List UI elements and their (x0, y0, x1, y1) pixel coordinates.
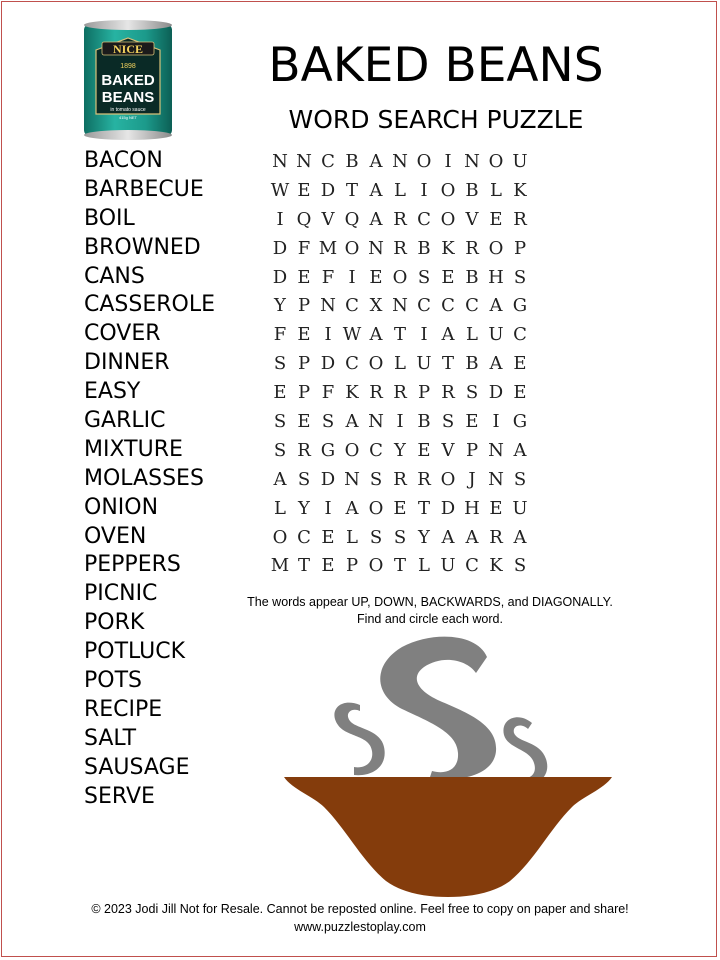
grid-letter[interactable]: A (489, 353, 503, 375)
grid-letter[interactable]: E (321, 526, 335, 548)
grid-letter[interactable]: E (321, 555, 335, 577)
grid-letter[interactable]: L (466, 324, 478, 346)
grid-letter[interactable]: E (297, 266, 311, 288)
grid-row (268, 206, 532, 235)
grid-letter[interactable]: D (272, 266, 288, 288)
grid-letter[interactable]: A (441, 526, 455, 548)
grid-letter[interactable]: R (297, 439, 311, 461)
grid-letter[interactable]: I (348, 266, 356, 288)
grid-letter[interactable]: Y (274, 295, 286, 317)
grid-row (268, 148, 532, 177)
grid-letter[interactable]: S (273, 439, 287, 461)
grid-letter[interactable]: A (369, 179, 383, 201)
grid-letter[interactable]: E (417, 439, 431, 461)
grid-letter[interactable]: S (369, 526, 383, 548)
grid-letter[interactable]: T (393, 324, 406, 346)
grid-letter[interactable]: R (393, 382, 407, 404)
bowl-icon (284, 777, 612, 897)
grid-row (268, 437, 532, 466)
grid-letter[interactable]: E (441, 266, 455, 288)
grid-letter[interactable]: O (488, 237, 504, 259)
grid-row (268, 552, 532, 581)
copyright-notice: © 2023 Jodi Jill Not for Resale. Cannot be reposted online. Feel free to copy on paper and share! (91, 902, 629, 916)
grid-letter[interactable]: K (513, 179, 527, 201)
word-list-item: RECIPE (84, 696, 163, 722)
grid-letter[interactable]: E (297, 411, 311, 433)
grid-letter[interactable]: P (297, 353, 311, 375)
grid-letter[interactable]: F (321, 382, 335, 404)
footer (0, 900, 720, 936)
grid-letter[interactable]: E (273, 382, 287, 404)
grid-letter[interactable]: B (465, 353, 479, 375)
grid-letter[interactable]: L (274, 497, 286, 519)
grid-letter[interactable]: E (513, 353, 527, 375)
grid-letter[interactable]: N (272, 151, 288, 172)
grid-letter[interactable]: P (513, 237, 527, 259)
letter-grid (268, 148, 532, 581)
grid-row (268, 524, 532, 553)
grid-letter[interactable]: A (489, 295, 503, 317)
website-link[interactable]: www.puzzlestoplay.com (294, 920, 426, 934)
grid-row (268, 177, 532, 206)
grid-letter[interactable]: E (393, 497, 407, 519)
grid-letter[interactable]: Y (394, 439, 406, 461)
grid-letter[interactable]: R (393, 208, 407, 230)
grid-letter[interactable]: U (440, 555, 456, 577)
grid-letter[interactable]: B (345, 151, 359, 172)
grid-letter[interactable]: E (297, 179, 311, 201)
logo-top-word: NICE (112, 42, 144, 56)
grid-letter[interactable]: L (394, 353, 406, 375)
baked-beans-can-icon (80, 18, 176, 142)
grid-letter[interactable]: O (440, 468, 456, 490)
grid-letter[interactable]: A (345, 497, 359, 519)
word-list-item: BROWNED (84, 234, 201, 260)
grid-letter[interactable]: N (344, 468, 360, 490)
grid-letter[interactable]: F (273, 324, 287, 346)
grid-letter[interactable]: C (369, 439, 383, 461)
word-list-item: BACON (84, 148, 163, 173)
steam-icon (334, 637, 547, 786)
grid-letter[interactable]: C (465, 555, 479, 577)
grid-letter[interactable]: U (512, 151, 528, 172)
grid-letter[interactable]: M (318, 237, 338, 259)
word-list-item: SAUSAGE (84, 754, 190, 780)
grid-letter[interactable]: E (297, 324, 311, 346)
grid-letter[interactable]: I (324, 497, 332, 519)
grid-letter[interactable]: C (465, 295, 479, 317)
grid-letter[interactable]: I (420, 324, 428, 346)
page-title: BAKED BEANS (268, 38, 604, 93)
grid-letter[interactable]: A (369, 151, 383, 172)
word-list-item: BOIL (84, 205, 135, 231)
word-list-item: DINNER (84, 350, 170, 376)
grid-letter[interactable]: H (488, 266, 504, 288)
grid-letter[interactable]: B (465, 266, 479, 288)
grid-letter[interactable]: E (465, 411, 479, 433)
grid-letter[interactable]: F (297, 237, 311, 259)
word-list-item: SERVE (84, 783, 155, 809)
grid-letter[interactable]: O (344, 439, 360, 461)
grid-letter[interactable]: S (297, 468, 311, 490)
grid-letter[interactable]: O (416, 151, 432, 172)
grid-letter[interactable]: V (321, 208, 335, 230)
grid-letter[interactable]: M (270, 555, 290, 577)
word-list-item: BARBECUE (84, 176, 204, 202)
grid-letter[interactable]: N (488, 468, 504, 490)
grid-row (268, 235, 532, 264)
grid-letter[interactable]: R (489, 526, 503, 548)
grid-letter[interactable]: O (440, 208, 456, 230)
grid-letter[interactable]: Y (418, 526, 430, 548)
grid-letter[interactable]: G (320, 439, 336, 461)
grid-letter[interactable]: K (489, 555, 503, 577)
grid-letter[interactable]: D (320, 353, 336, 375)
word-list-item: MIXTURE (84, 436, 183, 462)
grid-letter[interactable]: I (396, 411, 404, 433)
instructions-line-2: Find and circle each word. (357, 612, 503, 626)
grid-letter[interactable]: B (417, 411, 431, 433)
grid-letter[interactable]: P (417, 382, 431, 404)
word-list-item: OVEN (84, 523, 147, 549)
grid-letter[interactable]: P (297, 382, 311, 404)
grid-letter[interactable]: H (464, 497, 480, 519)
grid-letter[interactable]: W (270, 179, 290, 201)
grid-letter[interactable]: K (441, 237, 455, 259)
page-subtitle: WORD SEARCH PUZZLE (288, 105, 584, 134)
grid-letter[interactable]: S (513, 468, 527, 490)
instructions-line-1: The words appear UP, DOWN, BACKWARDS, and DIAGONALLY. (247, 595, 613, 609)
grid-letter[interactable]: R (393, 468, 407, 490)
grid-letter[interactable]: D (272, 237, 288, 259)
logo-line1: BAKED (101, 72, 155, 89)
grid-letter[interactable]: L (418, 555, 430, 577)
grid-letter[interactable]: C (417, 208, 431, 230)
word-list-item: EASY (84, 379, 141, 405)
grid-letter[interactable]: A (345, 411, 359, 433)
grid-letter[interactable]: O (368, 555, 384, 577)
grid-letter[interactable]: T (297, 555, 310, 577)
grid-letter[interactable]: X (369, 295, 383, 317)
grid-letter[interactable]: U (512, 497, 528, 519)
grid-row (268, 350, 532, 379)
grid-letter[interactable]: A (513, 526, 527, 548)
grid-letter[interactable]: S (417, 266, 431, 288)
grid-row (268, 264, 532, 293)
grid-letter[interactable]: R (441, 382, 455, 404)
grid-letter[interactable]: I (276, 208, 284, 230)
word-list-item: PICNIC (84, 581, 158, 607)
grid-letter[interactable]: B (417, 237, 431, 259)
grid-letter[interactable]: I (444, 151, 452, 172)
grid-letter[interactable]: L (346, 526, 358, 548)
logo-weight: 415g NET (118, 115, 138, 120)
grid-letter[interactable]: Y (298, 497, 310, 519)
grid-letter[interactable]: L (394, 179, 406, 201)
grid-letter[interactable]: C (321, 151, 335, 172)
grid-letter[interactable]: C (345, 353, 359, 375)
grid-letter[interactable]: A (273, 468, 287, 490)
grid-letter[interactable]: A (369, 324, 383, 346)
grid-letter[interactable]: I (324, 324, 332, 346)
word-list-item: COVER (84, 321, 161, 347)
grid-letter[interactable]: N (296, 151, 312, 172)
word-list-item: POTLUCK (84, 639, 186, 665)
grid-row (268, 321, 532, 350)
logo-line2: BEANS (101, 89, 155, 106)
grid-letter[interactable]: N (320, 295, 336, 317)
grid-letter[interactable]: R (417, 468, 431, 490)
grid-letter[interactable]: L (490, 179, 502, 201)
word-list-item: PEPPERS (84, 552, 181, 578)
grid-letter[interactable]: S (393, 526, 407, 548)
grid-letter[interactable]: C (297, 526, 311, 548)
grid-letter[interactable]: D (488, 382, 504, 404)
grid-letter[interactable]: E (489, 208, 503, 230)
grid-letter[interactable]: O (488, 151, 504, 172)
grid-letter[interactable]: S (273, 353, 287, 375)
instructions (220, 594, 640, 628)
grid-letter[interactable]: V (441, 439, 455, 461)
grid-letter[interactable]: T (393, 555, 406, 577)
grid-letter[interactable]: B (465, 179, 479, 201)
grid-letter[interactable]: N (392, 151, 408, 172)
grid-letter[interactable]: S (513, 555, 527, 577)
grid-letter[interactable]: S (513, 266, 527, 288)
word-list-item: SALT (84, 725, 137, 751)
grid-letter[interactable]: S (369, 468, 383, 490)
word-list-item: PORK (84, 610, 145, 636)
logo-year: 1898 (120, 63, 136, 70)
grid-letter[interactable]: E (489, 497, 503, 519)
grid-letter[interactable]: Q (344, 208, 360, 230)
grid-letter[interactable]: O (392, 266, 408, 288)
grid-letter[interactable]: T (345, 179, 358, 201)
grid-letter[interactable]: P (345, 555, 359, 577)
grid-letter[interactable]: T (441, 353, 454, 375)
grid-letter[interactable]: O (344, 237, 360, 259)
word-list-item: CASSEROLE (84, 292, 216, 318)
grid-letter[interactable]: A (441, 324, 455, 346)
grid-letter[interactable]: D (320, 468, 336, 490)
word-list-item: ONION (84, 494, 159, 520)
grid-letter[interactable]: O (368, 353, 384, 375)
grid-letter[interactable]: N (392, 295, 408, 317)
grid-letter[interactable]: I (420, 179, 428, 201)
grid-letter[interactable]: R (513, 208, 527, 230)
grid-letter[interactable]: O (272, 526, 288, 548)
grid-letter[interactable]: W (342, 324, 362, 346)
grid-letter[interactable]: C (513, 324, 527, 346)
grid-letter[interactable]: K (345, 382, 359, 404)
grid-letter[interactable]: S (321, 411, 335, 433)
grid-letter[interactable]: Q (296, 208, 312, 230)
word-list (84, 147, 215, 811)
grid-letter[interactable]: S (273, 411, 287, 433)
grid-letter[interactable]: G (512, 411, 528, 433)
grid-letter[interactable]: S (465, 382, 479, 404)
word-list-item: CANS (84, 263, 145, 289)
grid-row (268, 408, 532, 437)
grid-letter[interactable]: D (440, 497, 456, 519)
grid-letter[interactable]: C (345, 295, 359, 317)
grid-row (268, 292, 532, 321)
grid-letter[interactable]: E (369, 266, 383, 288)
grid-row (268, 495, 532, 524)
grid-letter[interactable]: E (513, 382, 527, 404)
grid-letter[interactable]: N (368, 237, 384, 259)
word-list-item: MOLASSES (84, 465, 204, 491)
grid-letter[interactable]: A (465, 526, 479, 548)
grid-letter[interactable]: N (488, 439, 504, 461)
grid-letter[interactable]: P (297, 295, 311, 317)
grid-letter[interactable]: J (468, 468, 476, 490)
grid-letter[interactable]: R (369, 382, 383, 404)
grid-letter[interactable]: F (321, 266, 335, 288)
grid-letter[interactable]: N (464, 151, 480, 172)
word-list-item: POTS (84, 668, 142, 694)
grid-letter[interactable]: O (368, 497, 384, 519)
grid-letter[interactable]: U (416, 353, 432, 375)
logo-tagline: in tomato sauce (110, 107, 146, 113)
grid-row (268, 379, 532, 408)
steaming-bowl-icon (282, 625, 614, 901)
grid-letter[interactable]: P (465, 439, 479, 461)
grid-row (268, 466, 532, 495)
grid-letter[interactable]: O (440, 179, 456, 201)
grid-letter[interactable]: I (492, 411, 500, 433)
grid-letter[interactable]: V (465, 208, 479, 230)
word-list-item: GARLIC (84, 408, 166, 434)
grid-letter[interactable]: C (417, 295, 431, 317)
grid-letter[interactable]: R (465, 237, 479, 259)
grid-letter[interactable]: D (320, 179, 336, 201)
grid-letter[interactable]: A (369, 208, 383, 230)
grid-letter[interactable]: C (441, 295, 455, 317)
grid-letter[interactable]: S (441, 411, 455, 433)
grid-letter[interactable]: N (368, 411, 384, 433)
grid-letter[interactable]: U (488, 324, 504, 346)
grid-letter[interactable]: R (393, 237, 407, 259)
grid-letter[interactable]: A (513, 439, 527, 461)
grid-letter[interactable]: T (417, 497, 430, 519)
grid-letter[interactable]: G (512, 295, 528, 317)
